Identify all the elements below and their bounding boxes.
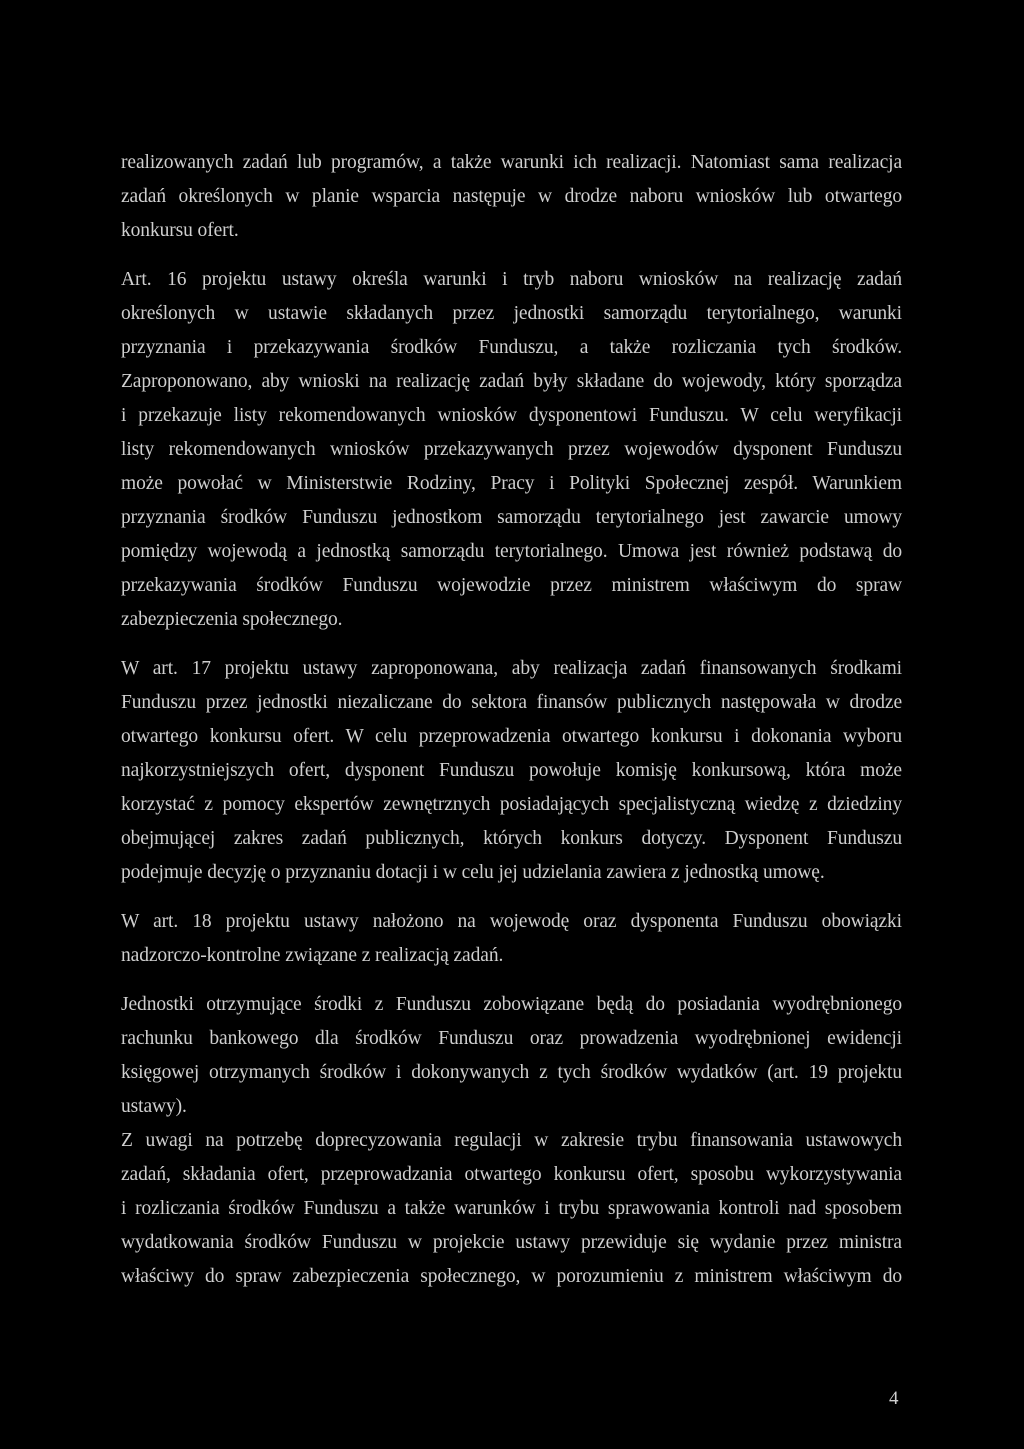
text-line: wydatkowania środków Funduszu w projekcie ustawy przewiduje się wydanie przez ministra: [121, 1232, 902, 1253]
text-line: zadań, składania ofert, przeprowadzania otwartego konkursu ofert, sposobu wykorzystywania: [121, 1164, 902, 1185]
paragraph-spacer: [121, 890, 902, 905]
text-line: przyznania środków Funduszu jednostkom samorządu terytorialnego jest zawarcie umowy: [121, 507, 902, 528]
text-line: konkursu ofert.: [121, 220, 239, 241]
text-line: Funduszu przez jednostki niezaliczane do sektora finansów publicznych następowała w drodze: [121, 692, 902, 713]
text-line: W art. 17 projektu ustawy zaproponowana, aby realizacja zadań finansowanych środkami: [121, 658, 902, 679]
text-line: określonych w ustawie składanych przez jednostki samorządu terytorialnego, warunki: [121, 303, 902, 324]
text-line: Art. 16 projektu ustawy określa warunki i tryb naboru wniosków na realizację zadań: [121, 269, 902, 290]
text-line: korzystać z pomocy ekspertów zewnętrznych posiadających specjalistyczną wiedzę z dziedziny: [121, 794, 902, 815]
text-line: zabezpieczenia społecznego.: [121, 609, 343, 630]
paragraph-3: [121, 652, 902, 890]
text-line: przekazywania środków Funduszu wojewodzie przez ministrem właściwym do spraw: [121, 575, 902, 596]
text-line: księgowej otrzymanych środków i dokonywanych z tych środków wydatków (art. 19 projektu: [121, 1062, 902, 1083]
page-number: 4: [889, 1388, 899, 1409]
text-line: może powołać w Ministerstwie Rodziny, Pracy i Polityki Społecznej zespół. Warunkiem: [121, 473, 902, 494]
text-line: zadań określonych w planie wsparcia następuje w drodze naboru wniosków lub otwartego: [121, 186, 902, 207]
text-line: pomiędzy wojewodą a jednostką samorządu terytorialnego. Umowa jest również podstawą do: [121, 541, 902, 562]
paragraph-2: [121, 263, 902, 637]
text-line: przyznania i przekazywania środków Funduszu, a także rozliczania tych środków.: [121, 337, 902, 358]
text-line: ustawy).: [121, 1096, 187, 1117]
text-line: i rozliczania środków Funduszu a także warunków i trybu sprawowania kontroli nad sposobem: [121, 1198, 902, 1219]
text-line: rachunku bankowego dla środków Funduszu oraz prowadzenia wyodrębnionej ewidencji: [121, 1028, 902, 1049]
text-line: Zaproponowano, aby wnioski na realizację zadań były składane do wojewody, który sporządza: [121, 371, 902, 392]
paragraph-1: [121, 146, 902, 248]
text-line: otwartego konkursu ofert. W celu przeprowadzenia otwartego konkursu i dokonania wyboru: [121, 726, 902, 747]
text-line: najkorzystniejszych ofert, dysponent Funduszu powołuje komisję konkursową, która może: [121, 760, 902, 781]
paragraph-spacer: [121, 248, 902, 263]
document-body: [121, 146, 902, 1294]
paragraph-spacer: [121, 637, 902, 652]
paragraph-spacer: [121, 973, 902, 988]
text-line: realizowanych zadań lub programów, a także warunki ich realizacji. Natomiast sama realizacja: [121, 152, 902, 173]
paragraph-6: [121, 1124, 902, 1294]
text-line: podejmuje decyzję o przyznaniu dotacji i w celu jej udzielania zawiera z jednostką umowę.: [121, 862, 825, 883]
text-line: obejmującej zakres zadań publicznych, których konkurs dotyczy. Dysponent Funduszu: [121, 828, 902, 849]
text-line: nadzorczo-kontrolne związane z realizacją zadań.: [121, 945, 504, 966]
text-line: W art. 18 projektu ustawy nałożono na wojewodę oraz dysponenta Funduszu obowiązki: [121, 911, 902, 932]
paragraph-5: [121, 988, 902, 1124]
text-line: listy rekomendowanych wniosków przekazywanych przez wojewodów dysponent Funduszu: [121, 439, 902, 460]
text-line: Jednostki otrzymujące środki z Funduszu zobowiązane będą do posiadania wyodrębnionego: [121, 994, 902, 1015]
text-line: i przekazuje listy rekomendowanych wniosków dysponentowi Funduszu. W celu weryfikacji: [121, 405, 902, 426]
paragraph-4: [121, 905, 902, 973]
text-line: Z uwagi na potrzebę doprecyzowania regulacji w zakresie trybu finansowania ustawowych: [121, 1130, 902, 1151]
text-line: właściwy do spraw zabezpieczenia społecznego, w porozumieniu z ministrem właściwym do: [121, 1266, 902, 1287]
